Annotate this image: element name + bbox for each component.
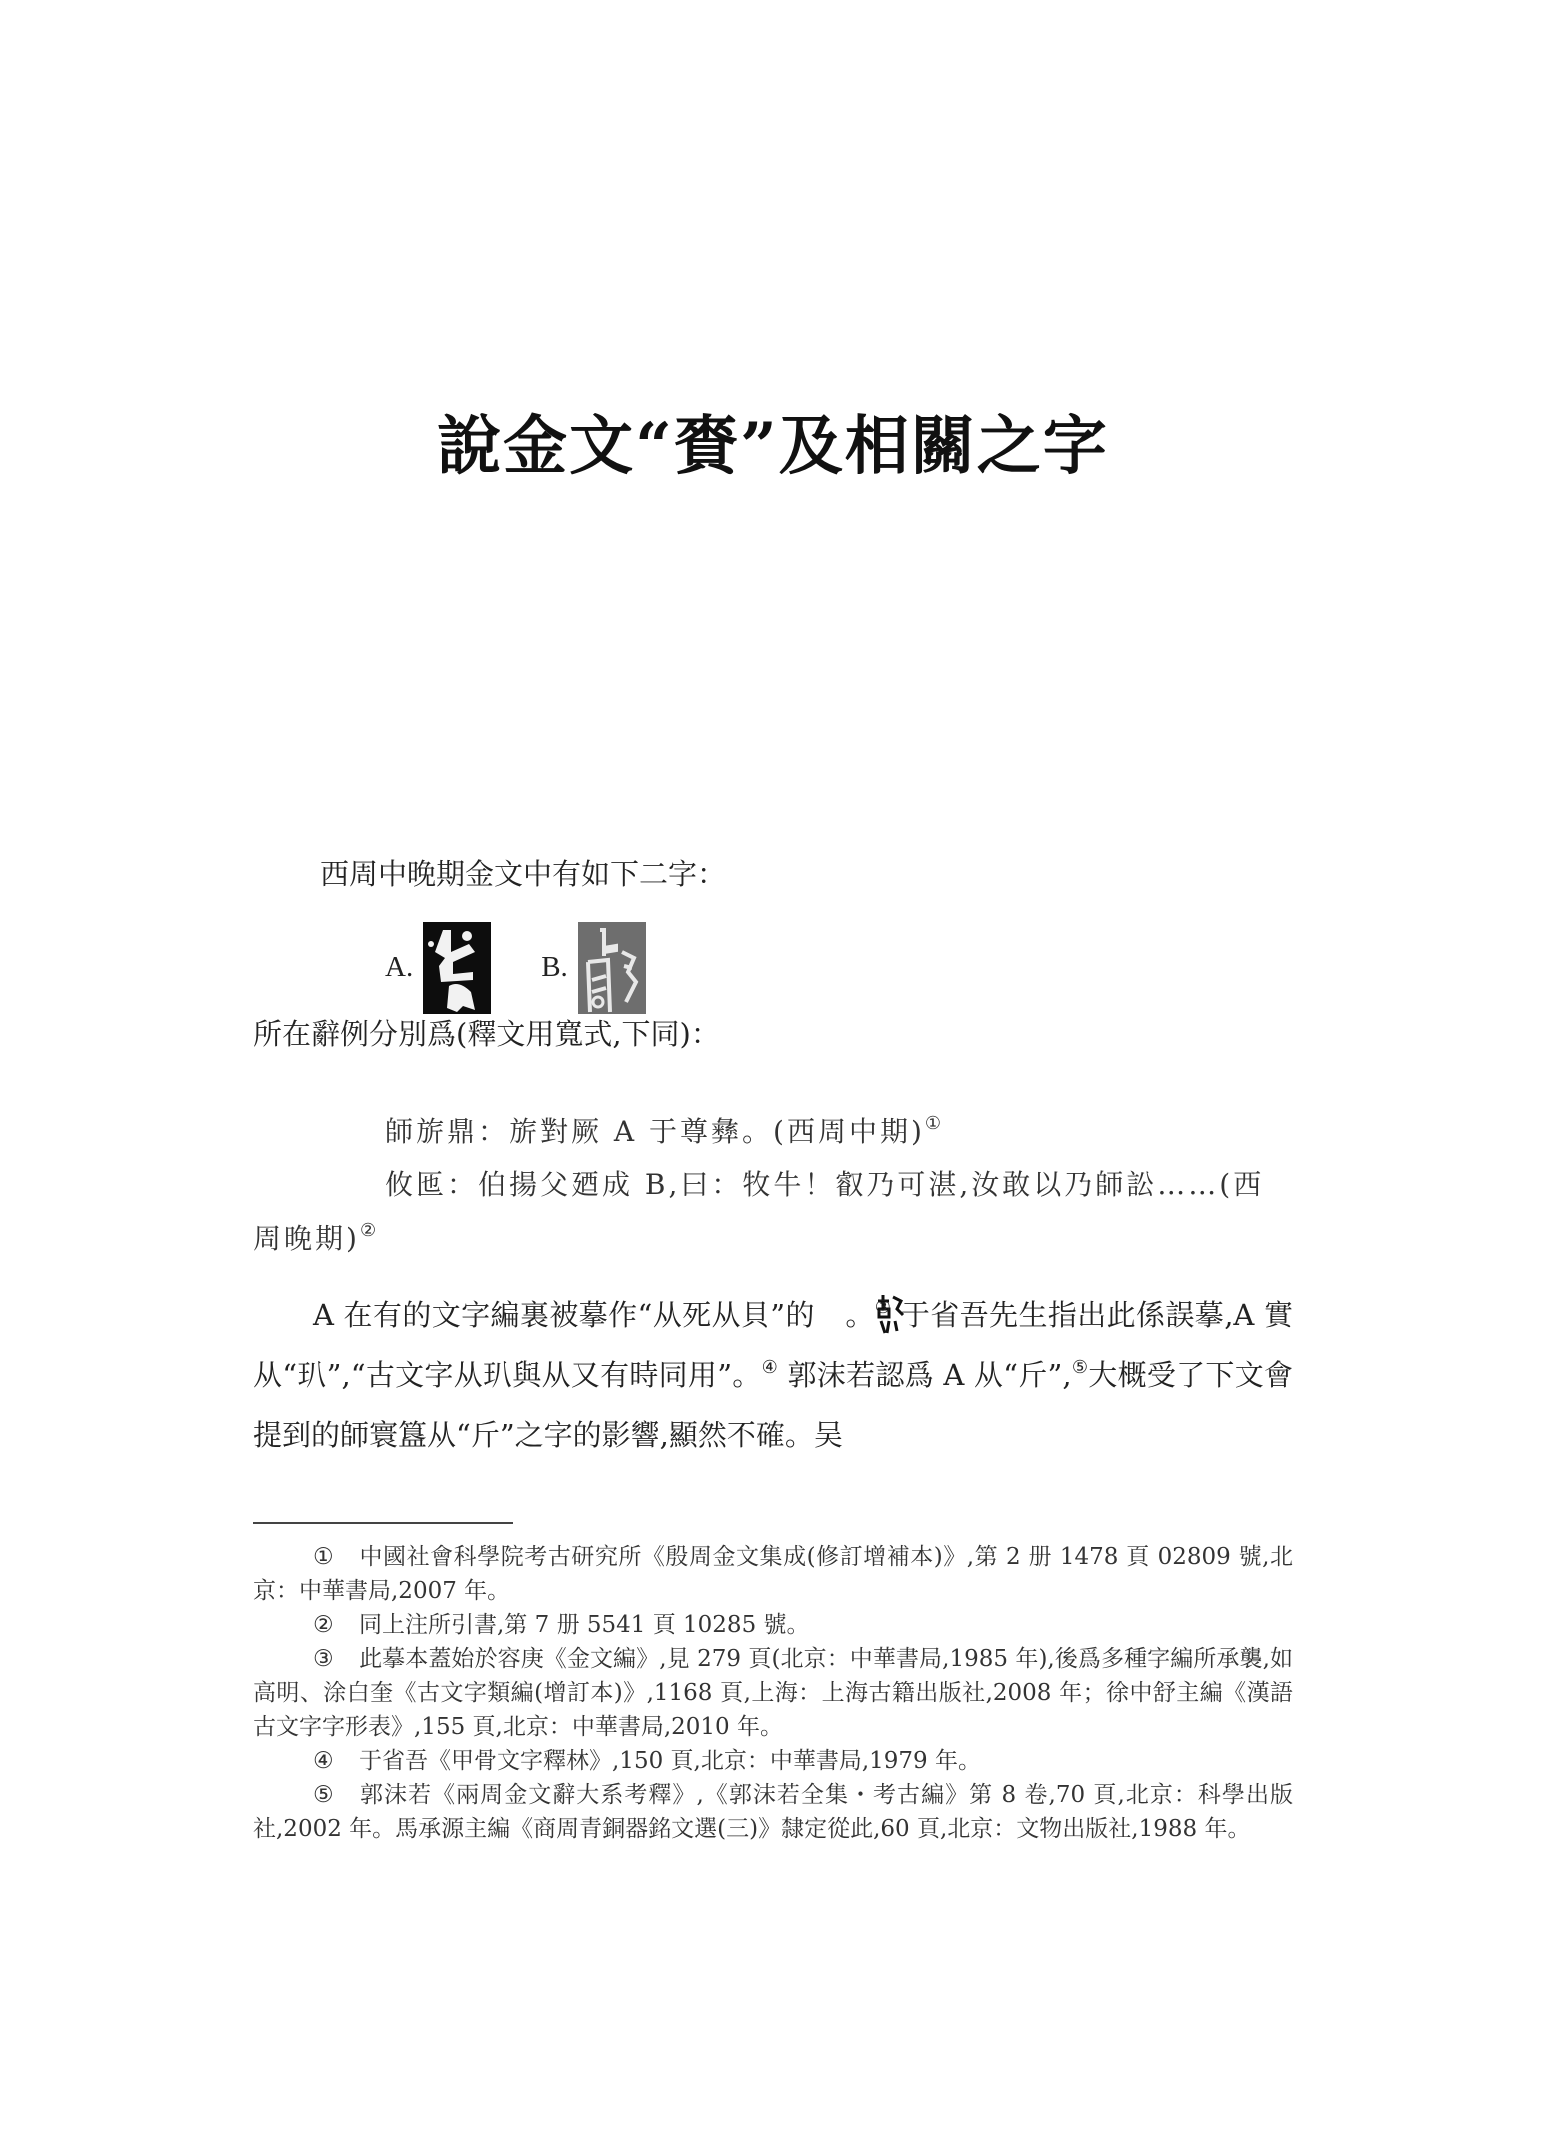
glyph-examples [385, 920, 696, 1015]
footnote-ref-2[interactable]: ② [359, 1220, 380, 1241]
footnote-ref-4[interactable]: ④ [761, 1357, 779, 1378]
footnote-divider [253, 1522, 513, 1524]
intro-text: 西周中晚期金文中有如下二字： [320, 857, 727, 891]
footnote-text: 同上注所引書,第 7 册 5541 頁 10285 號。 [359, 1612, 810, 1638]
footnote-2 [253, 1608, 1293, 1642]
footnote-ref-3[interactable]: ③ [874, 1297, 892, 1318]
citation-you-yi [253, 1158, 1293, 1266]
footnote-4 [253, 1744, 1293, 1778]
sources-intro-text: 所在辭例分別爲(釋文用寬式,下同)： [253, 1017, 720, 1051]
footnote-number: ③ [313, 1646, 334, 1672]
paragraph-text: A 在有的文字編裏被摹作“从死从貝”的 [313, 1298, 815, 1332]
glyph-b-label: B. [541, 951, 568, 983]
footnote-number: ⑤ [313, 1782, 334, 1808]
main-paragraph [253, 1285, 1293, 1465]
footnote-text: 此摹本蓋始於容庚《金文編》,見 279 頁(北京：中華書局,1985 年),後爲多種字編所承襲,如高明、涂白奎《古文字類編(增訂本)》,1168 頁,上海：上海古籍出版社,2008 年；徐中舒主編《漢語古文字字形表》,155 頁,北京：中華書局,2010 年。 [253, 1646, 1293, 1740]
paragraph-text: 。 [844, 1298, 875, 1332]
footnote-1 [253, 1540, 1293, 1608]
footnote-number: ① [313, 1544, 334, 1570]
citation-text: 師旂鼎：旂對厥 A 于尊彝。(西周中期) [385, 1115, 925, 1148]
footnote-text: 中國社會科學院考古研究所《殷周金文集成(修訂增補本)》,第 2 册 1478 頁 02809 號,北京：中華書局,2007 年。 [253, 1544, 1293, 1604]
page-title: 說金文“賚”及相關之字 [437, 408, 1109, 484]
citation-shiqi-ding [253, 1105, 1293, 1159]
footnotes-section [253, 1540, 1293, 1846]
footnote-number: ② [313, 1612, 334, 1638]
bronze-inscription-glyph-a-icon [423, 922, 491, 1014]
footnote-ref-5[interactable]: ⑤ [1071, 1357, 1089, 1378]
footnote-5 [253, 1778, 1293, 1846]
footnote-text: 于省吾《甲骨文字釋林》,150 頁,北京：中華書局,1979 年。 [359, 1748, 981, 1774]
glyph-a-label: A. [385, 951, 414, 983]
citation-text: 攸匜：伯揚父廼成 B,曰：牧牛！叡乃可湛,汝敢以乃師訟……(西周晚期) [253, 1168, 1265, 1255]
paragraph-text: 郭沫若認爲 A 从“斤”, [778, 1358, 1072, 1392]
paragraph-text: 于省吾先生指出此係誤摹,A 實从“玐”,“古文字从玐與从又有時同用”。 [253, 1298, 1293, 1392]
footnote-number: ④ [313, 1748, 334, 1774]
mis-copied-glyph-icon [815, 1291, 845, 1335]
paragraph-text: 大概受了下文會提到的師寰簋从“斤”之字的影響,顯然不確。吴 [253, 1358, 1293, 1452]
footnote-3 [253, 1642, 1293, 1744]
footnote-text: 郭沫若《兩周金文辭大系考釋》,《郭沫若全集・考古編》第 8 卷,70 頁,北京：科學出版社,2002 年。馬承源主編《商周青銅器銘文選(三)》隸定從此,60 頁,北京：文物出版社,1988 年。 [253, 1782, 1293, 1842]
bronze-inscription-glyph-b-icon [578, 922, 646, 1014]
footnote-ref-1[interactable]: ① [924, 1113, 945, 1134]
